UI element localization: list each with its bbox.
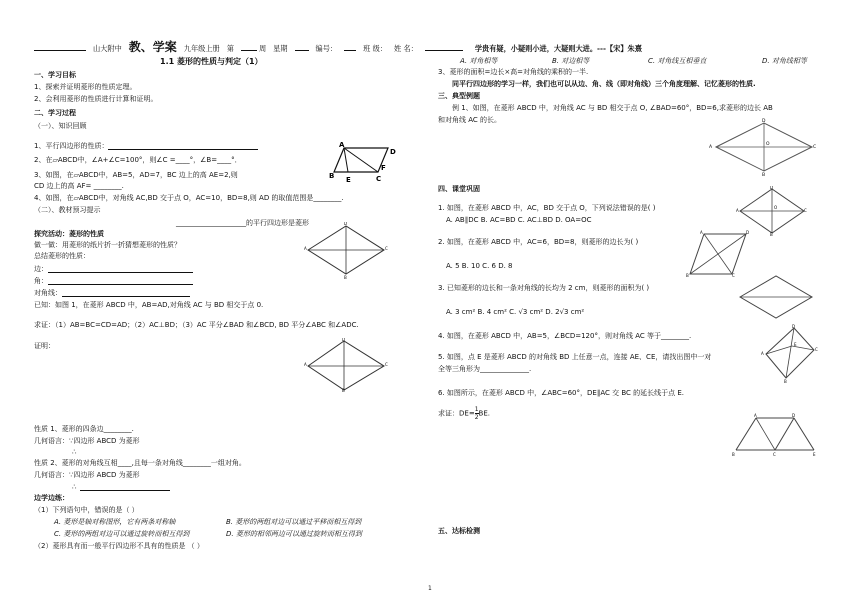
svg-text:A: A bbox=[304, 362, 307, 367]
figure-q3-rhombus bbox=[736, 272, 816, 322]
svg-text:D: D bbox=[390, 148, 396, 156]
consolidate-3-options: A. 3 cm² B. 4 cm² C. √3 cm² D. 2√3 cm² bbox=[446, 308, 585, 316]
review-4: 4、如图，在▱ABCD中，对角线 AC,BD 交于点 O，AC=10，BD=8,则 AD 的取值范围是________. bbox=[34, 194, 344, 202]
review-1: 1、平行四边形的性质： bbox=[34, 141, 258, 150]
section-consolidate: 四、课堂巩固 bbox=[438, 185, 480, 193]
svg-text:B: B bbox=[342, 388, 345, 392]
svg-text:B: B bbox=[732, 452, 735, 457]
svg-text:B: B bbox=[770, 232, 773, 236]
svg-text:B: B bbox=[686, 273, 689, 278]
svg-text:C: C bbox=[376, 175, 382, 183]
consolidate-1: 1. 如图，在菱形 ABCD 中，AC，BD 交于点 O，下列说法错误的是( ) bbox=[438, 204, 656, 212]
q1-option-a: A. 菱形是轴对称图形，它有两条对称轴 bbox=[54, 518, 176, 526]
figure-q5-rhombus bbox=[760, 324, 820, 384]
review-heading: （一）、知识回顾 bbox=[34, 122, 87, 130]
review-3a: 3、如图，在▱ABCD中，AB=5，AD=7，BC 边上的高 AE=2,则 bbox=[34, 171, 238, 179]
svg-text:E: E bbox=[794, 342, 797, 347]
svg-text:D: D bbox=[770, 186, 774, 190]
page-header: 山大附中 教、学案 九年级上册 第 周 星期 编号： 班 级： 姓 名： 学贵有疑，小疑则小进，大疑则大进。---【宋】朱熹 bbox=[34, 41, 806, 53]
svg-text:A: A bbox=[761, 351, 764, 356]
activity-1: 做一做：用菱形的纸片折一折猜想菱形的性质？ bbox=[34, 241, 181, 249]
svg-text:O: O bbox=[774, 205, 778, 210]
geo-lang-1: 几何语言：∵四边形 ABCD 为菱形 bbox=[34, 437, 140, 445]
activity-2: 总结菱形的性质： bbox=[34, 252, 90, 260]
svg-text:C: C bbox=[813, 145, 817, 150]
property-2: 性质 2、菱形的对角线互相____,且每一条对角线________一组对角。 bbox=[34, 459, 246, 467]
goal-1: 1、探索并证明菱形的性质定理。 bbox=[34, 83, 137, 91]
given: 已知：如图 1，在菱形 ABCD 中，AB=AD,对角线 AC 与 BD 相交于点 0. bbox=[34, 301, 264, 309]
practice-heading: 边学边练： bbox=[34, 494, 69, 502]
preview-heading: （二）、教材预习提示 bbox=[34, 206, 101, 214]
consolidate-3: 3. 已知菱形的边长和一条对角线的长均为 2 cm，则菱形的面积为( ) bbox=[438, 284, 650, 292]
rhombus-figure-fold bbox=[304, 222, 390, 280]
svg-text:C: C bbox=[773, 452, 776, 457]
q2-option-d: D. 对角线相等 bbox=[762, 57, 807, 65]
proof-label: 证明： bbox=[34, 342, 55, 350]
consolidate-2: 2. 如图，在菱形 ABCD 中，AC=6，BD=8，则菱形的边长为( ) bbox=[438, 238, 639, 246]
rhombus-figure-1 bbox=[304, 338, 388, 392]
figure-q1-rhombus bbox=[736, 186, 808, 236]
review-2: 2、在▱ABCD中，∠A+∠C=100°，则∠C =____°，∠B=____°． bbox=[34, 156, 242, 164]
q1-option-c: C. 菱形的两组对边可以通过旋转而相互得到 bbox=[54, 530, 190, 538]
property-angle: 角： bbox=[34, 276, 193, 285]
svg-text:C: C bbox=[804, 208, 807, 213]
svg-text:A: A bbox=[736, 208, 739, 213]
property-diagonal: 对角线： bbox=[34, 288, 190, 297]
svg-text:A: A bbox=[339, 141, 345, 149]
svg-text:A: A bbox=[304, 246, 307, 251]
consolidate-6: 6. 如图所示，在菱形 ABCD 中，∠ABC=60°，DE∥AC 交 BC 的延长线于点 E. bbox=[438, 389, 684, 397]
consolidate-1-options: A. AB∥DC B. AC=BD C. AC⊥BD D. OA=OC bbox=[446, 216, 592, 224]
svg-text:A: A bbox=[709, 145, 713, 150]
q2-option-a: A. 对角相等 bbox=[460, 57, 498, 65]
consolidate-5b: 全等三角形为______________. bbox=[438, 365, 532, 373]
q1-option-d: D. 菱形的相邻两边可以通过旋转而相互得到 bbox=[226, 530, 362, 538]
lesson-title: 1.1 菱形的性质与判定（1） bbox=[160, 57, 263, 66]
figure-q6-rhombus bbox=[732, 410, 818, 460]
section-goals: 一、学习目标 bbox=[34, 71, 76, 79]
page-number: 1 bbox=[428, 585, 432, 592]
practice-q2: （2）菱形具有而一般平行四边形不具有的性质是 （ ） bbox=[34, 542, 204, 550]
consolidate-5: 5. 如图，点 E 是菱形 ABCD 的对角线 BD 上任意一点，连接 AE、CE，请找出图中一对 bbox=[438, 353, 712, 361]
svg-text:C: C bbox=[385, 246, 388, 251]
svg-text:C: C bbox=[385, 362, 388, 367]
svg-text:B: B bbox=[344, 275, 347, 280]
area-formula: 3、菱形的面积=边长×高=对角线的乘积的一半. bbox=[438, 68, 589, 76]
figure-q2-rhombus bbox=[686, 230, 750, 278]
svg-text:D: D bbox=[344, 222, 348, 226]
example-rhombus-figure bbox=[708, 117, 818, 177]
property-1: 性质 1、菱形的四条边________. bbox=[34, 425, 134, 433]
section-examples: 三、典型例题 bbox=[438, 92, 480, 100]
example-1: 例 1、如图，在菱形 ABCD 中，对角线 AC 与 BD 相交于点 O, ∠BAD=60°，BD=6,求菱形的边长 AB bbox=[452, 104, 773, 112]
svg-text:E: E bbox=[346, 176, 351, 184]
svg-text:F: F bbox=[381, 164, 386, 172]
practice-q1: （1）下列语句中，错误的是（ ） bbox=[34, 506, 139, 514]
section-test: 五、达标检测 bbox=[438, 527, 480, 535]
geo-lang-2b: ∴ bbox=[72, 482, 170, 491]
goal-2: 2、会利用菱形的性质进行计算和证明。 bbox=[34, 95, 158, 103]
svg-text:D: D bbox=[746, 230, 750, 235]
week-label: 第 bbox=[226, 44, 234, 53]
svg-text:A: A bbox=[700, 230, 703, 235]
svg-text:B: B bbox=[762, 173, 766, 177]
svg-text:B: B bbox=[329, 172, 335, 180]
section-process: 二、学习过程 bbox=[34, 109, 76, 117]
q1-option-b: B. 菱形的两组对边可以通过平移而相互得到 bbox=[226, 518, 362, 526]
motto: 学贵有疑，小疑则小进，大疑则大进。---【宋】朱熹 bbox=[474, 44, 642, 53]
svg-text:E: E bbox=[813, 452, 816, 457]
consolidate-2-options: A. 5 B. 10 C. 6 D. 8 bbox=[446, 262, 513, 270]
geo-lang-1b: ∴ bbox=[72, 448, 77, 456]
geo-lang-2: 几何语言：∵四边形 ABCD 为菱形 bbox=[34, 471, 140, 479]
svg-text:D: D bbox=[762, 119, 766, 124]
property-side: 边： bbox=[34, 264, 193, 273]
doc-title: 教、学案 bbox=[128, 40, 177, 54]
svg-text:B: B bbox=[784, 379, 787, 384]
svg-text:C: C bbox=[732, 273, 735, 278]
example-1b: 和对角线 AC 的长。 bbox=[438, 116, 502, 124]
preview-fill: ____________________的平行四边形是菱形 bbox=[176, 219, 309, 227]
review-3b: CD 边上的高 AF= ________. bbox=[34, 182, 124, 190]
grade: 九年级上册 bbox=[183, 44, 220, 53]
svg-text:D: D bbox=[792, 324, 796, 329]
activity-title: 探究活动：菱形的性质 bbox=[34, 230, 104, 238]
study-note: 同平行四边形的学习一样，我们也可以从边、角、线（即对角线）三个角度理解、记忆菱形的性质. bbox=[452, 80, 756, 88]
school-name: 山大附中 bbox=[93, 44, 122, 53]
consolidate-4: 4. 如图，在菱形 ABCD 中，AB=5，∠BCD=120°，则对角线 AC 等于________. bbox=[438, 332, 692, 340]
parallelogram-figure bbox=[328, 140, 402, 186]
to-prove: 求证：（1）AB=BC=CD=AD；（2）AC⊥BD；（3）AC 平分∠BAD 和∠BCD, BD 平分∠ABC 和∠ADC. bbox=[34, 321, 359, 329]
svg-text:A: A bbox=[754, 413, 757, 418]
svg-text:D: D bbox=[342, 338, 346, 342]
svg-text:D: D bbox=[792, 413, 796, 418]
q2-option-c: C. 对角线互相垂直 bbox=[648, 57, 707, 65]
svg-text:O: O bbox=[766, 142, 770, 147]
q2-option-b: B. 对边相等 bbox=[552, 57, 590, 65]
consolidate-6b: 求证：DE= $\frac{1}{2}$ BE. bbox=[438, 406, 490, 421]
svg-text:C: C bbox=[815, 347, 818, 352]
